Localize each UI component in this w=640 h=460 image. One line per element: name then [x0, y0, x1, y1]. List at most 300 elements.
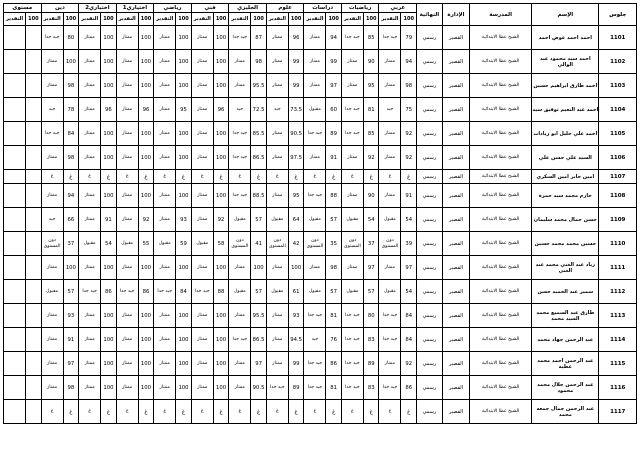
- grade-cell: [4, 122, 26, 146]
- school-name: الشيخ عطا الابتدائية: [470, 304, 532, 328]
- mark-cell: 55: [138, 232, 154, 256]
- mark-cell: 92: [401, 146, 417, 170]
- grade-cell: جيد جدا: [304, 304, 326, 328]
- grade-cell: جيد جدا: [341, 328, 363, 352]
- student-name: عبد الرحمن جمال جمعه محمد: [532, 400, 599, 424]
- mark-cell: 94.5: [288, 328, 304, 352]
- grade-cell: [4, 400, 26, 424]
- mark-cell: 80: [363, 304, 379, 328]
- mark-cell: غ: [326, 400, 342, 424]
- status-cell: رسمي: [417, 328, 443, 352]
- mark-cell: 100: [138, 26, 154, 50]
- mark-cell: غ: [288, 400, 304, 424]
- admin-cell: القصير: [442, 74, 469, 98]
- subject-header: الجليزي: [229, 4, 267, 13]
- mark-cell: 100: [176, 376, 192, 400]
- mark-cell: 98: [251, 50, 267, 74]
- mark-cell: 100: [213, 376, 229, 400]
- grade-cell: غ: [341, 170, 363, 184]
- max-mark-header: 100: [401, 13, 417, 26]
- grade-cell: ممتاز: [379, 122, 401, 146]
- student-row: [4, 98, 637, 122]
- mark-cell: [26, 146, 42, 170]
- mark-cell: 89: [363, 352, 379, 376]
- mark-cell: 100: [138, 122, 154, 146]
- mark-cell: 94: [401, 50, 417, 74]
- grade-cell: [4, 50, 26, 74]
- max-mark-header: 100: [101, 13, 117, 26]
- grade-cell: جيد جدا: [229, 184, 251, 208]
- grade-cell: [4, 26, 26, 50]
- grade-cell: ممتاز: [79, 352, 101, 376]
- admin-cell: القصير: [442, 400, 469, 424]
- grade-cell: [4, 256, 26, 280]
- grade-cell: ممتاز: [41, 304, 63, 328]
- mark-cell: 83: [363, 376, 379, 400]
- student-name: احمد عبد النعيم توفيق سيد: [532, 98, 599, 122]
- grade-cell: غ: [154, 400, 176, 424]
- mark-cell: 100: [101, 304, 117, 328]
- grade-cell: جيد جدا: [304, 122, 326, 146]
- school-name: الشيخ عطا الابتدائية: [470, 328, 532, 352]
- admin-header: الإدارة: [442, 4, 469, 26]
- subject-header: رياضي: [154, 4, 192, 13]
- mark-cell: 85: [363, 122, 379, 146]
- mark-cell: 99: [288, 74, 304, 98]
- subject-header: اختياري1: [116, 4, 154, 13]
- grade-cell: ممتاز: [154, 122, 176, 146]
- subject-header: اختياري2: [79, 4, 117, 13]
- mark-cell: 94: [63, 184, 79, 208]
- mark-cell: 90.5: [251, 376, 267, 400]
- grade-cell: ممتاز: [116, 376, 138, 400]
- mark-cell: 100: [176, 256, 192, 280]
- grade-cell: [4, 146, 26, 170]
- student-name: عبد الرحمن جلال محمد محمود: [532, 376, 599, 400]
- status-cell: رسمي: [417, 170, 443, 184]
- mark-cell: 81: [326, 376, 342, 400]
- mark-cell: 94: [326, 26, 342, 50]
- grade-cell: ممتاز: [304, 256, 326, 280]
- grade-cell: غ: [304, 170, 326, 184]
- admin-cell: القصير: [442, 376, 469, 400]
- seat-number: 1114: [599, 328, 637, 352]
- grade-cell: جيد: [379, 98, 401, 122]
- grade-cell: ممتاز: [266, 184, 288, 208]
- seat-number: 1112: [599, 280, 637, 304]
- grade-cell: جيد جدا: [341, 122, 363, 146]
- max-mark-header: 100: [326, 13, 342, 26]
- student-row: [4, 208, 637, 232]
- mark-cell: 86: [101, 280, 117, 304]
- mark-cell: 76: [326, 328, 342, 352]
- grade-cell: ممتاز: [154, 98, 176, 122]
- grade-cell: ممتاز: [266, 74, 288, 98]
- mark-cell: 78: [63, 98, 79, 122]
- grade-cell: ممتاز: [116, 146, 138, 170]
- school-header: المدرسة: [470, 4, 532, 26]
- mark-cell: 84: [176, 280, 192, 304]
- mark-cell: [26, 232, 42, 256]
- mark-cell: 42: [288, 232, 304, 256]
- grade-cell: ممتاز: [116, 74, 138, 98]
- school-name: الشيخ عطا الابتدائية: [470, 352, 532, 376]
- mark-cell: 100: [176, 328, 192, 352]
- mark-cell: 87: [251, 26, 267, 50]
- grade-cell: ممتاز: [41, 50, 63, 74]
- grade-cell: مقبول: [191, 232, 213, 256]
- grade-header: التقدير: [79, 13, 101, 26]
- mark-cell: 99: [288, 352, 304, 376]
- seat-number: 1103: [599, 74, 637, 98]
- mark-cell: غ: [63, 170, 79, 184]
- grade-cell: غ: [191, 170, 213, 184]
- mark-cell: 88: [213, 280, 229, 304]
- grade-cell: ممتاز: [266, 328, 288, 352]
- mark-cell: 100: [213, 74, 229, 98]
- mark-cell: 95.5: [251, 74, 267, 98]
- mark-cell: 97: [326, 74, 342, 98]
- mark-cell: 100: [176, 122, 192, 146]
- mark-cell: 100: [213, 352, 229, 376]
- grade-cell: غ: [79, 170, 101, 184]
- grade-cell: مقبول: [41, 280, 63, 304]
- subject-header: فني: [191, 4, 229, 13]
- grade-cell: ممتاز: [79, 98, 101, 122]
- admin-cell: القصير: [442, 170, 469, 184]
- seat-number: 1107: [599, 170, 637, 184]
- mark-cell: 86: [326, 352, 342, 376]
- grade-cell: ممتاز: [379, 74, 401, 98]
- school-name: الشيخ عطا الابتدائية: [470, 170, 532, 184]
- student-name: احمد علي خليل ابو زيادات: [532, 122, 599, 146]
- grade-cell: ممتاز: [154, 184, 176, 208]
- mark-cell: 95: [176, 98, 192, 122]
- student-row: [4, 146, 637, 170]
- mark-cell: 100: [63, 50, 79, 74]
- student-name: حسن جمال محمد سليمان: [532, 208, 599, 232]
- seat-number: 1110: [599, 232, 637, 256]
- grade-cell: غ: [341, 400, 363, 424]
- mark-cell: 54: [401, 208, 417, 232]
- mark-cell: [26, 98, 42, 122]
- mark-cell: 54: [363, 208, 379, 232]
- grade-cell: ممتاز: [154, 352, 176, 376]
- admin-cell: القصير: [442, 122, 469, 146]
- grade-cell: ممتاز: [79, 146, 101, 170]
- grade-cell: ممتاز: [229, 74, 251, 98]
- grade-cell: ممتاز: [116, 50, 138, 74]
- grade-header: التقدير: [379, 13, 401, 26]
- mark-cell: [26, 184, 42, 208]
- grade-cell: جيد جدا: [341, 352, 363, 376]
- grade-cell: ممتاز: [79, 184, 101, 208]
- mark-cell: غ: [363, 400, 379, 424]
- grade-cell: [4, 352, 26, 376]
- mark-cell: 37: [63, 232, 79, 256]
- mark-cell: 100: [176, 26, 192, 50]
- mark-cell: 100: [101, 352, 117, 376]
- grade-cell: ممتاز: [154, 256, 176, 280]
- grade-cell: [4, 304, 26, 328]
- mark-cell: 60: [326, 98, 342, 122]
- admin-cell: القصير: [442, 208, 469, 232]
- mark-cell: [26, 328, 42, 352]
- mark-cell: 91: [63, 328, 79, 352]
- mark-cell: 100: [251, 256, 267, 280]
- grade-cell: مقبول: [116, 232, 138, 256]
- school-name: الشيخ عطا الابتدائية: [470, 26, 532, 50]
- grade-cell: ممتاز: [304, 50, 326, 74]
- mark-cell: 84: [63, 122, 79, 146]
- mark-cell: غ: [101, 400, 117, 424]
- admin-cell: القصير: [442, 352, 469, 376]
- mark-cell: غ: [401, 400, 417, 424]
- grade-cell: غ: [379, 400, 401, 424]
- mark-cell: 93: [176, 208, 192, 232]
- grade-cell: ممتاز: [79, 122, 101, 146]
- mark-cell: [26, 208, 42, 232]
- seat-number: 1116: [599, 376, 637, 400]
- mark-cell: 100: [101, 256, 117, 280]
- grade-cell: دون المستوى: [41, 232, 63, 256]
- student-row: [4, 280, 637, 304]
- grade-cell: ممتاز: [116, 208, 138, 232]
- grade-cell: ممتاز: [154, 376, 176, 400]
- mark-cell: 86: [138, 280, 154, 304]
- mark-cell: غ: [138, 400, 154, 424]
- grade-cell: مقبول: [379, 208, 401, 232]
- school-name: الشيخ عطا الابتدائية: [470, 184, 532, 208]
- mark-cell: 81: [326, 304, 342, 328]
- mark-cell: 97: [63, 352, 79, 376]
- grade-cell: ممتاز: [191, 122, 213, 146]
- mark-cell: 75: [401, 98, 417, 122]
- mark-cell: 97: [251, 352, 267, 376]
- student-name: عبد الرحمن احمد محمد عطية: [532, 352, 599, 376]
- mark-cell: 100: [138, 146, 154, 170]
- student-name: احمد طارق ابراهيم حسين: [532, 74, 599, 98]
- mark-cell: 91: [101, 208, 117, 232]
- grade-cell: جيد جدا: [41, 122, 63, 146]
- grade-cell: ممتاز: [266, 146, 288, 170]
- school-name: الشيخ عطا الابتدائية: [470, 208, 532, 232]
- grade-cell: ممتاز: [116, 256, 138, 280]
- grade-cell: ممتاز: [116, 304, 138, 328]
- mark-cell: 100: [138, 328, 154, 352]
- mark-cell: 54: [401, 280, 417, 304]
- student-row: [4, 352, 637, 376]
- grade-cell: ممتاز: [191, 376, 213, 400]
- grade-cell: ممتاز: [154, 146, 176, 170]
- grade-cell: جيد جدا: [266, 376, 288, 400]
- grade-cell: دون المستوى: [379, 232, 401, 256]
- grade-cell: [4, 170, 26, 184]
- grade-cell: ممتاز: [341, 184, 363, 208]
- mark-cell: [26, 122, 42, 146]
- school-name: الشيخ عطا الابتدائية: [470, 232, 532, 256]
- grade-cell: مقبول: [379, 280, 401, 304]
- max-mark-header: 100: [251, 13, 267, 26]
- mark-cell: 98: [63, 376, 79, 400]
- mark-cell: 37: [363, 232, 379, 256]
- grade-cell: جيد جدا: [341, 26, 363, 50]
- grade-cell: دون المستوى: [341, 232, 363, 256]
- mark-cell: 57: [326, 280, 342, 304]
- seat-number: 1115: [599, 352, 637, 376]
- mark-cell: 84: [401, 304, 417, 328]
- admin-cell: القصير: [442, 280, 469, 304]
- mark-cell: 57: [363, 280, 379, 304]
- mark-cell: غ: [251, 400, 267, 424]
- mark-cell: 89: [288, 376, 304, 400]
- header-row-subjects: [4, 4, 637, 13]
- max-mark-header: 100: [213, 13, 229, 26]
- grade-cell: [4, 328, 26, 352]
- school-name: الشيخ عطا الابتدائية: [470, 74, 532, 98]
- grade-cell: غ: [266, 170, 288, 184]
- grade-cell: ممتاز: [154, 208, 176, 232]
- mark-cell: 57: [251, 208, 267, 232]
- student-name: طارق عبد السميع محمد السيد محمد: [532, 304, 599, 328]
- subject-header: دراسات: [304, 4, 342, 13]
- mark-cell: 100: [138, 74, 154, 98]
- seat-number: 1117: [599, 400, 637, 424]
- mark-cell: 100: [138, 256, 154, 280]
- grade-cell: ممتاز: [79, 328, 101, 352]
- grade-cell: جيد جدا: [304, 184, 326, 208]
- mark-cell: 100: [288, 256, 304, 280]
- grade-cell: ممتاز: [266, 122, 288, 146]
- grade-cell: جيد جدا: [341, 304, 363, 328]
- mark-cell: 85.5: [251, 122, 267, 146]
- student-row: [4, 304, 637, 328]
- grade-cell: ممتاز: [116, 352, 138, 376]
- grade-cell: جيد جدا: [191, 280, 213, 304]
- mark-cell: 100: [176, 352, 192, 376]
- mark-cell: [26, 400, 42, 424]
- grade-cell: جيد جدا: [379, 328, 401, 352]
- grade-cell: دون المستوى: [304, 232, 326, 256]
- student-name: السيد علي حسن علي: [532, 146, 599, 170]
- student-row: [4, 184, 637, 208]
- mark-cell: 100: [101, 146, 117, 170]
- subject-header: مستوى: [4, 4, 42, 13]
- max-mark-header: 100: [176, 13, 192, 26]
- student-row: [4, 400, 637, 424]
- grade-cell: غ: [229, 170, 251, 184]
- grade-cell: ممتاز: [229, 376, 251, 400]
- mark-cell: 80: [63, 26, 79, 50]
- status-cell: رسمي: [417, 98, 443, 122]
- seat-number: 1104: [599, 98, 637, 122]
- grade-cell: جيد جدا: [379, 376, 401, 400]
- seat-number: 1111: [599, 256, 637, 280]
- grade-cell: غ: [116, 170, 138, 184]
- mark-cell: غ: [401, 170, 417, 184]
- mark-cell: 93: [63, 304, 79, 328]
- seat-number: 1113: [599, 304, 637, 328]
- seat-number: 1101: [599, 26, 637, 50]
- grade-cell: ممتاز: [266, 50, 288, 74]
- grade-cell: ممتاز: [304, 146, 326, 170]
- grade-cell: ممتاز: [154, 74, 176, 98]
- grade-cell: ممتاز: [266, 304, 288, 328]
- mark-cell: [26, 256, 42, 280]
- mark-cell: 100: [213, 26, 229, 50]
- grade-cell: ممتاز: [379, 184, 401, 208]
- mark-cell: 100: [176, 184, 192, 208]
- grade-cell: [4, 74, 26, 98]
- student-row: [4, 328, 637, 352]
- grade-cell: جيد: [229, 98, 251, 122]
- mark-cell: 64: [288, 208, 304, 232]
- mark-cell: 99: [326, 50, 342, 74]
- mark-cell: 97: [363, 256, 379, 280]
- mark-cell: 100: [101, 74, 117, 98]
- grade-cell: ممتاز: [154, 26, 176, 50]
- subject-header: عربي: [379, 4, 417, 13]
- mark-cell: 57: [326, 208, 342, 232]
- grade-cell: ممتاز: [79, 376, 101, 400]
- status-cell: رسمي: [417, 122, 443, 146]
- grade-cell: ممتاز: [79, 50, 101, 74]
- mark-cell: 92: [401, 352, 417, 376]
- grade-header: التقدير: [154, 13, 176, 26]
- admin-cell: القصير: [442, 184, 469, 208]
- grade-cell: ممتاز: [191, 74, 213, 98]
- student-name: حازم محمد سيد حمزة: [532, 184, 599, 208]
- status-cell: رسمي: [417, 304, 443, 328]
- mark-cell: [26, 26, 42, 50]
- mark-cell: 58: [213, 232, 229, 256]
- mark-cell: 93: [288, 304, 304, 328]
- grade-cell: جيد جدا: [341, 376, 363, 400]
- grade-cell: جيد جدا: [304, 376, 326, 400]
- grade-cell: [4, 208, 26, 232]
- mark-cell: 98: [63, 74, 79, 98]
- grade-cell: ممتاز: [116, 122, 138, 146]
- mark-cell: 100: [101, 376, 117, 400]
- grade-cell: ممتاز: [304, 26, 326, 50]
- mark-cell: 100: [101, 184, 117, 208]
- mark-cell: غ: [63, 400, 79, 424]
- results-table: [3, 3, 637, 424]
- mark-cell: 97: [401, 256, 417, 280]
- grade-header: التقدير: [229, 13, 251, 26]
- mark-cell: 90: [363, 184, 379, 208]
- status-cell: رسمي: [417, 400, 443, 424]
- grade-cell: ممتاز: [79, 256, 101, 280]
- grade-cell: ممتاز: [191, 328, 213, 352]
- mark-cell: 96: [288, 26, 304, 50]
- grade-cell: [4, 232, 26, 256]
- mark-cell: 85: [363, 26, 379, 50]
- mark-cell: 88: [326, 184, 342, 208]
- grade-cell: جيد جدا: [154, 280, 176, 304]
- mark-cell: [26, 352, 42, 376]
- admin-cell: القصير: [442, 98, 469, 122]
- grade-cell: ممتاز: [79, 304, 101, 328]
- grade-cell: مقبول: [266, 280, 288, 304]
- grade-cell: غ: [304, 400, 326, 424]
- school-name: الشيخ عطا الابتدائية: [470, 50, 532, 74]
- grade-cell: ممتاز: [41, 256, 63, 280]
- school-name: الشيخ عطا الابتدائية: [470, 122, 532, 146]
- mark-cell: 92: [213, 208, 229, 232]
- mark-cell: 88.5: [251, 184, 267, 208]
- grade-cell: [4, 280, 26, 304]
